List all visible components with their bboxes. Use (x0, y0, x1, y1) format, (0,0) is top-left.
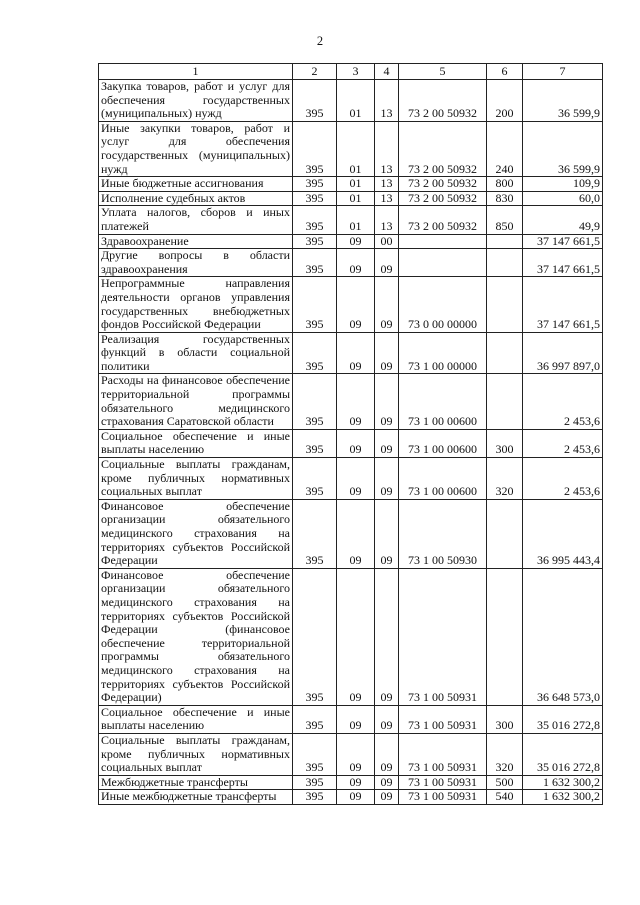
row-subsection-code: 09 (375, 568, 399, 705)
table-row (99, 332, 603, 374)
header-col-5: 5 (399, 64, 487, 80)
row-subsection-code: 13 (375, 177, 399, 192)
header-col-7: 7 (523, 64, 603, 80)
row-ved-code: 395 (293, 177, 337, 192)
row-name: Здравоохранение (99, 234, 293, 249)
row-ved-code: 395 (293, 249, 337, 277)
row-expense-type (487, 568, 523, 705)
row-ved-code: 395 (293, 458, 337, 500)
row-section-code: 09 (337, 733, 375, 775)
row-section-code: 01 (337, 191, 375, 206)
row-amount: 60,0 (523, 191, 603, 206)
row-target-article: 73 2 00 50932 (399, 177, 487, 192)
row-expense-type: 300 (487, 429, 523, 457)
row-ved-code: 395 (293, 790, 337, 805)
row-subsection-code: 13 (375, 191, 399, 206)
row-target-article: 73 2 00 50932 (399, 80, 487, 122)
row-target-article: 73 1 00 00000 (399, 332, 487, 374)
row-amount: 36 648 573,0 (523, 568, 603, 705)
row-section-code: 09 (337, 775, 375, 790)
table-row (99, 277, 603, 332)
row-amount: 2 453,6 (523, 429, 603, 457)
row-expense-type (487, 234, 523, 249)
row-subsection-code: 00 (375, 234, 399, 249)
row-target-article (399, 249, 487, 277)
row-name: Финансовое обеспечение организации обязательного медицинского страхования на территориях субъектов Российской Федерации (финансовое обеспечение территориальной программы обязательного медицинского страхования на территориях субъектов Российской Федерации) (99, 568, 293, 705)
table-row (99, 206, 603, 234)
row-expense-type (487, 332, 523, 374)
row-subsection-code: 09 (375, 705, 399, 733)
row-section-code: 09 (337, 499, 375, 568)
row-name: Финансовое обеспечение организации обязательного медицинского страхования на территориях субъектов Российской Федерации (99, 499, 293, 568)
row-target-article: 73 1 00 50931 (399, 790, 487, 805)
row-name: Иные закупки товаров, работ и услуг для обеспечения государственных (муниципальных) нужд (99, 121, 293, 176)
row-ved-code: 395 (293, 429, 337, 457)
row-ved-code: 395 (293, 733, 337, 775)
row-subsection-code: 09 (375, 775, 399, 790)
row-ved-code: 395 (293, 332, 337, 374)
row-section-code: 01 (337, 177, 375, 192)
row-target-article: 73 1 00 00600 (399, 429, 487, 457)
row-amount: 36 599,9 (523, 121, 603, 176)
row-section-code: 09 (337, 790, 375, 805)
row-amount: 1 632 300,2 (523, 790, 603, 805)
row-section-code: 09 (337, 234, 375, 249)
row-expense-type: 240 (487, 121, 523, 176)
row-subsection-code: 09 (375, 458, 399, 500)
table-row (99, 191, 603, 206)
row-expense-type: 300 (487, 705, 523, 733)
row-target-article: 73 1 00 50931 (399, 733, 487, 775)
row-expense-type: 500 (487, 775, 523, 790)
row-subsection-code: 09 (375, 374, 399, 429)
row-section-code: 09 (337, 568, 375, 705)
table-row (99, 790, 603, 805)
row-amount: 109,9 (523, 177, 603, 192)
row-ved-code: 395 (293, 568, 337, 705)
row-expense-type: 830 (487, 191, 523, 206)
row-amount: 2 453,6 (523, 374, 603, 429)
row-subsection-code: 09 (375, 277, 399, 332)
row-ved-code: 395 (293, 206, 337, 234)
row-name: Непрограммные направления деятельности органов управления государственных внебюджетных фондов Российской Федерации (99, 277, 293, 332)
row-amount: 37 147 661,5 (523, 249, 603, 277)
table-row (99, 705, 603, 733)
row-subsection-code: 09 (375, 499, 399, 568)
row-name: Иные бюджетные ассигнования (99, 177, 293, 192)
row-section-code: 09 (337, 249, 375, 277)
row-name: Уплата налогов, сборов и иных платежей (99, 206, 293, 234)
row-name: Социальное обеспечение и иные выплаты населению (99, 705, 293, 733)
row-name: Межбюджетные трансферты (99, 775, 293, 790)
row-expense-type (487, 374, 523, 429)
row-subsection-code: 13 (375, 80, 399, 122)
row-target-article: 73 1 00 50931 (399, 568, 487, 705)
row-amount: 49,9 (523, 206, 603, 234)
table-row (99, 568, 603, 705)
row-name: Реализация государственных функций в области социальной политики (99, 332, 293, 374)
row-expense-type: 320 (487, 733, 523, 775)
row-subsection-code: 09 (375, 790, 399, 805)
row-amount: 37 147 661,5 (523, 277, 603, 332)
header-row (99, 64, 603, 80)
row-expense-type: 800 (487, 177, 523, 192)
table-row (99, 733, 603, 775)
row-section-code: 09 (337, 277, 375, 332)
table-row (99, 177, 603, 192)
table-row (99, 499, 603, 568)
row-ved-code: 395 (293, 277, 337, 332)
row-name: Социальное обеспечение и иные выплаты населению (99, 429, 293, 457)
header-col-3: 3 (337, 64, 375, 80)
row-target-article: 73 1 00 00600 (399, 374, 487, 429)
row-target-article: 73 2 00 50932 (399, 121, 487, 176)
row-expense-type: 850 (487, 206, 523, 234)
row-subsection-code: 09 (375, 249, 399, 277)
row-expense-type: 200 (487, 80, 523, 122)
row-section-code: 01 (337, 80, 375, 122)
row-target-article: 73 0 00 00000 (399, 277, 487, 332)
row-amount: 35 016 272,8 (523, 733, 603, 775)
table-row (99, 249, 603, 277)
row-target-article: 73 1 00 50931 (399, 705, 487, 733)
row-ved-code: 395 (293, 705, 337, 733)
row-section-code: 09 (337, 332, 375, 374)
row-name: Иные межбюджетные трансферты (99, 790, 293, 805)
row-expense-type: 320 (487, 458, 523, 500)
row-subsection-code: 13 (375, 121, 399, 176)
header-col-1: 1 (99, 64, 293, 80)
row-target-article (399, 234, 487, 249)
row-subsection-code: 13 (375, 206, 399, 234)
table-row (99, 374, 603, 429)
row-target-article: 73 1 00 00600 (399, 458, 487, 500)
row-amount: 36 995 443,4 (523, 499, 603, 568)
row-expense-type: 540 (487, 790, 523, 805)
header-col-2: 2 (293, 64, 337, 80)
row-expense-type (487, 249, 523, 277)
table-row (99, 234, 603, 249)
row-section-code: 01 (337, 121, 375, 176)
budget-table (98, 63, 603, 805)
row-ved-code: 395 (293, 234, 337, 249)
row-section-code: 09 (337, 429, 375, 457)
row-subsection-code: 09 (375, 733, 399, 775)
row-subsection-code: 09 (375, 429, 399, 457)
table-row (99, 775, 603, 790)
row-target-article: 73 1 00 50930 (399, 499, 487, 568)
row-amount: 1 632 300,2 (523, 775, 603, 790)
row-amount: 35 016 272,8 (523, 705, 603, 733)
row-amount: 2 453,6 (523, 458, 603, 500)
row-ved-code: 395 (293, 80, 337, 122)
row-ved-code: 395 (293, 374, 337, 429)
row-name: Расходы на финансовое обеспечение территориальной программы обязательного медицинского страхования Саратовской области (99, 374, 293, 429)
row-target-article: 73 2 00 50932 (399, 206, 487, 234)
row-amount: 37 147 661,5 (523, 234, 603, 249)
row-name: Закупка товаров, работ и услуг для обеспечения государственных (муниципальных) нужд (99, 80, 293, 122)
page-number: 2 (316, 34, 324, 48)
row-name: Социальные выплаты гражданам, кроме публичных нормативных социальных выплат (99, 733, 293, 775)
row-name: Социальные выплаты гражданам, кроме публичных нормативных социальных выплат (99, 458, 293, 500)
row-section-code: 09 (337, 458, 375, 500)
table-row (99, 80, 603, 122)
row-expense-type (487, 499, 523, 568)
header-col-6: 6 (487, 64, 523, 80)
row-expense-type (487, 277, 523, 332)
row-ved-code: 395 (293, 775, 337, 790)
row-name: Другие вопросы в области здравоохранения (99, 249, 293, 277)
table-row (99, 429, 603, 457)
row-ved-code: 395 (293, 121, 337, 176)
row-section-code: 09 (337, 705, 375, 733)
row-section-code: 01 (337, 206, 375, 234)
row-ved-code: 395 (293, 499, 337, 568)
row-section-code: 09 (337, 374, 375, 429)
header-col-4: 4 (375, 64, 399, 80)
row-amount: 36 599,9 (523, 80, 603, 122)
row-target-article: 73 2 00 50932 (399, 191, 487, 206)
row-amount: 36 997 897,0 (523, 332, 603, 374)
row-name: Исполнение судебных актов (99, 191, 293, 206)
row-subsection-code: 09 (375, 332, 399, 374)
row-ved-code: 395 (293, 191, 337, 206)
row-target-article: 73 1 00 50931 (399, 775, 487, 790)
table-row (99, 121, 603, 176)
table-row (99, 458, 603, 500)
